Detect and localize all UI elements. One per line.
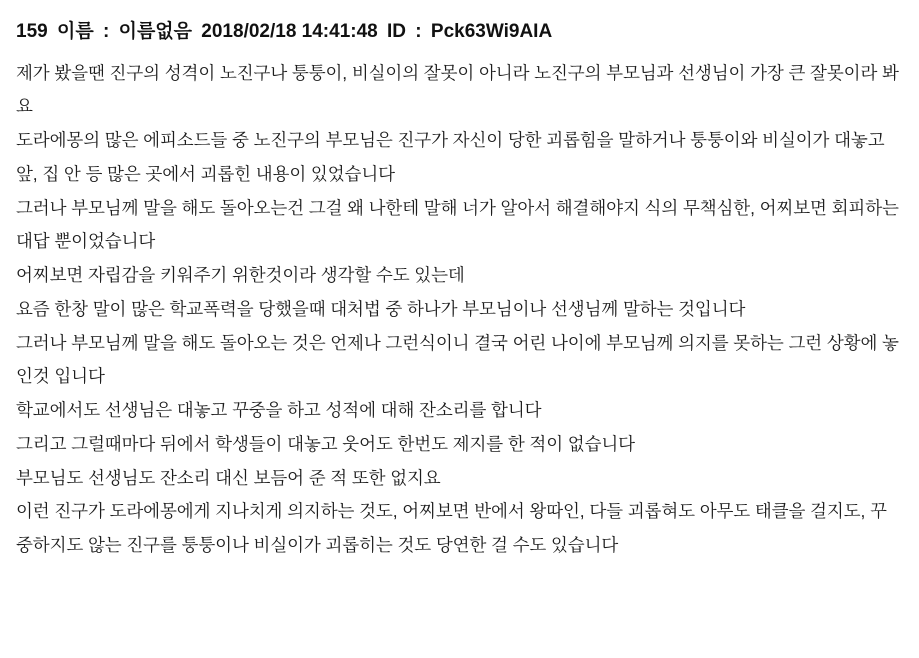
post-body xyxy=(16,57,903,563)
post-paragraph: 제가 봤을땐 진구의 성격이 노진구나 퉁퉁이, 비실이의 잘못이 아니라 노진구의 부모님과 선생님이 가장 큰 잘못이라 봐요 xyxy=(16,62,899,117)
post-author: 이름없음 xyxy=(118,21,193,42)
post-id-colon: : xyxy=(415,21,422,42)
post-paragraph: 학교에서도 선생님은 대놓고 꾸중을 하고 성적에 대해 잔소리를 합니다 xyxy=(16,400,542,421)
post-id-value: Pck63Wi9AIA xyxy=(430,21,553,42)
post-paragraph: 이런 진구가 도라에몽에게 지나치게 의지하는 것도, 어찌보면 반에서 왕따인, 다들 괴롭혀도 아무도 태클을 걸지도, 꾸중하지도 않는 진구를 퉁퉁이나 비실이가 괴롭히는 것도 당연한 걸 수도 있습니다 xyxy=(16,501,887,556)
post-paragraph: 부모님도 선생님도 잔소리 대신 보듬어 준 적 또한 없지요 xyxy=(16,467,441,488)
post-paragraph: 그리고 그럴때마다 뒤에서 학생들이 대놓고 웃어도 한번도 제지를 한 적이 없습니다 xyxy=(16,433,635,454)
post-number: 159 xyxy=(16,21,48,42)
post-name-colon: : xyxy=(102,21,110,42)
post-paragraph: 어찌보면 자립감을 키워주기 위한것이라 생각할 수도 있는데 xyxy=(16,265,465,286)
post-timestamp: 2018/02/18 14:41:48 xyxy=(201,21,378,42)
post-paragraph: 도라에몽의 많은 에피소드들 중 노진구의 부모님은 진구가 자신이 당한 괴롭힘을 말하거나 퉁퉁이와 비실이가 대놓고 앞, 집 안 등 많은 곳에서 괴롭힌 내용이 있었습니다 xyxy=(16,130,885,184)
post-id-label: ID xyxy=(387,21,407,42)
post-paragraph: 요즘 한창 말이 많은 학교폭력을 당했을때 대처법 중 하나가 부모님이나 선생님께 말하는 것입니다 xyxy=(16,298,746,319)
post-name-label: 이름 xyxy=(56,21,94,42)
post-header xyxy=(16,18,903,47)
post-paragraph: 그러나 부모님께 말을 해도 돌아오는 것은 언제나 그런식이니 결국 어린 나이에 부모님께 의지를 못하는 그런 상황에 놓인것 입니다 xyxy=(16,332,899,387)
post-paragraph: 그러나 부모님께 말을 해도 돌아오는건 그걸 왜 나한테 말해 너가 알아서 해결해야지 식의 무책심한, 어찌보면 회피하는 대답 뿐이었습니다 xyxy=(16,197,899,252)
